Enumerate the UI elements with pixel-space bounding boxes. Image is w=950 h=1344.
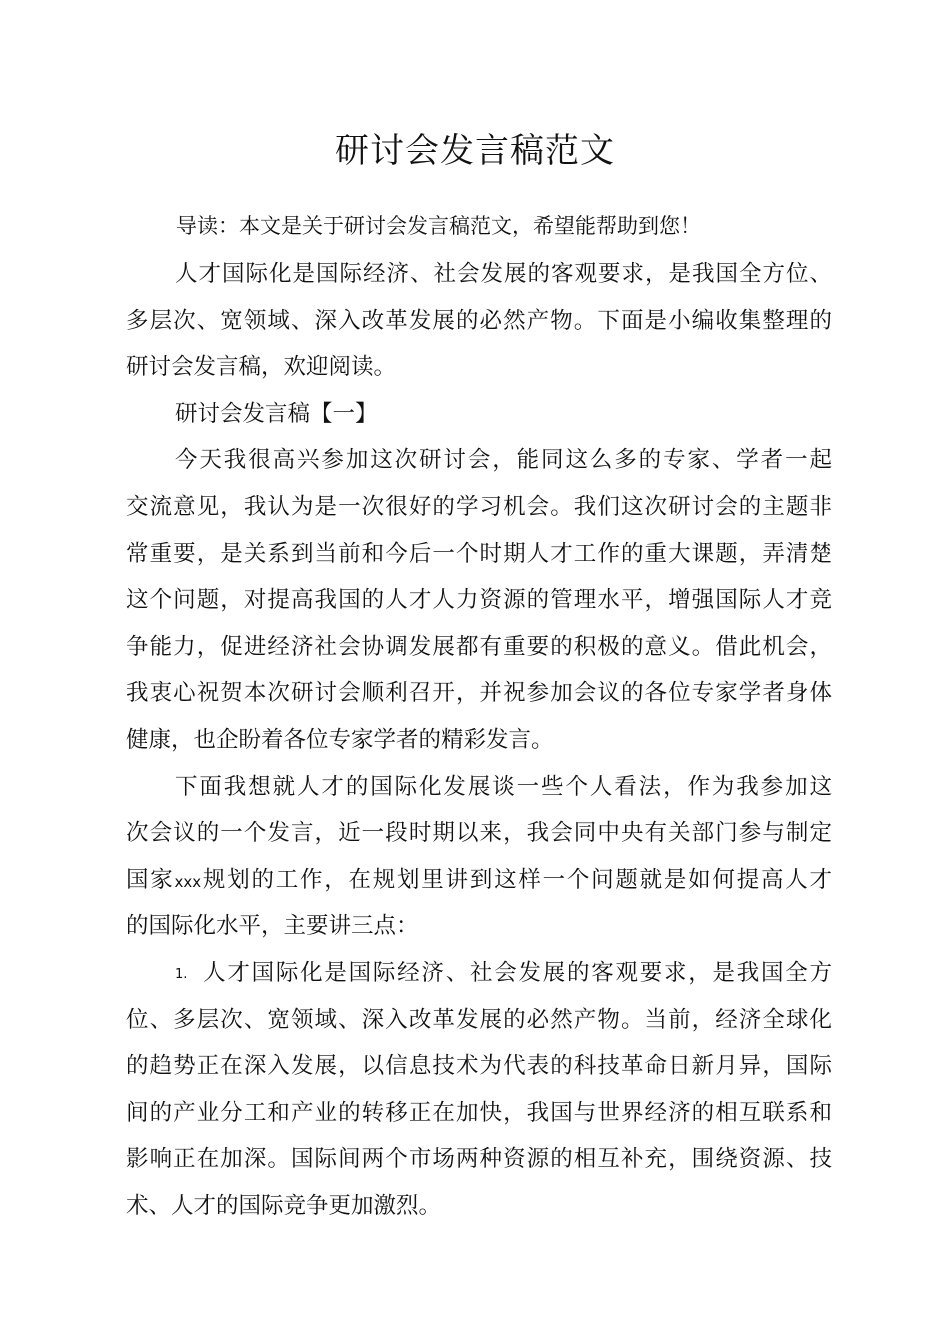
paragraph-line: 常重要，是关系到当前和今后一个时期人才工作的重大课题，弄清楚 (126, 540, 832, 567)
paragraph-line: 的趋势正在深入发展，以信息技术为代表的科技革命日新月异，国际 (126, 1053, 832, 1080)
document-body (126, 251, 832, 1229)
paragraph-line: 多层次、宽领域、深入改革发展的必然产物。下面是小编收集整理的 (126, 307, 832, 334)
paragraph-line: 研讨会发言稿，欢迎阅读。 (126, 354, 397, 381)
paragraph-line: 我衷心祝贺本次研讨会顺利召开，并祝参加会议的各位专家学者身体 (126, 680, 832, 707)
line-segment: 人才国际化是国际经济、社会发展的客观要求，是我国全方 (201, 959, 832, 986)
paragraph-line: 位、多层次、宽领域、深入改革发展的必然产物。当前，经济全球化 (126, 1006, 832, 1033)
lead-paragraph: 导读：本文是关于研讨会发言稿范文，希望能帮助到您！ (176, 214, 701, 238)
paragraph-line: 影响正在加深。国际间两个市场两种资源的相互补充，围绕资源、技 (126, 1146, 832, 1173)
paragraph-line: 今天我很高兴参加这次研讨会，能同这么多的专家、学者一起 (175, 447, 832, 474)
paragraph-line: 下面我想就人才的国际化发展谈一些个人看法，作为我参加这 (175, 773, 832, 800)
paragraph-line (126, 857, 832, 904)
paragraph-line (126, 950, 832, 997)
paragraph-line: 这个问题，对提高我国的人才人力资源的管理水平，增强国际人才竞 (126, 587, 832, 614)
section-heading: 研讨会发言稿【一】 (175, 400, 378, 427)
paragraph-line: 交流意见，我认为是一次很好的学习机会。我们这次研讨会的主题非 (126, 493, 832, 520)
paragraph-line: 术、人才的国际竞争更加激烈。 (126, 1192, 442, 1219)
placeholder-token: xxx (174, 872, 202, 891)
list-number: 1. (175, 966, 188, 982)
paragraph-line: 争能力，促进经济社会协调发展都有重要的积极的意义。借此机会， (126, 633, 832, 660)
line-segment: 规划的工作，在规划里讲到这样一个问题就是如何提高人才 (201, 866, 832, 893)
paragraph-line: 的国际化水平，主要讲三点： (126, 913, 419, 940)
paragraph-line: 间的产业分工和产业的转移正在加快，我国与世界经济的相互联系和 (126, 1099, 832, 1126)
paragraph-line: 次会议的一个发言，近一段时期以来，我会同中央有关部门参与制定 (126, 820, 832, 847)
line-segment: 国家 (126, 866, 175, 893)
paragraph-line: 健康，也企盼着各位专家学者的精彩发言。 (126, 726, 554, 753)
paragraph-line: 人才国际化是国际经济、社会发展的客观要求，是我国全方位、 (175, 261, 832, 287)
document-title: 研讨会发言稿范文 (335, 131, 615, 171)
